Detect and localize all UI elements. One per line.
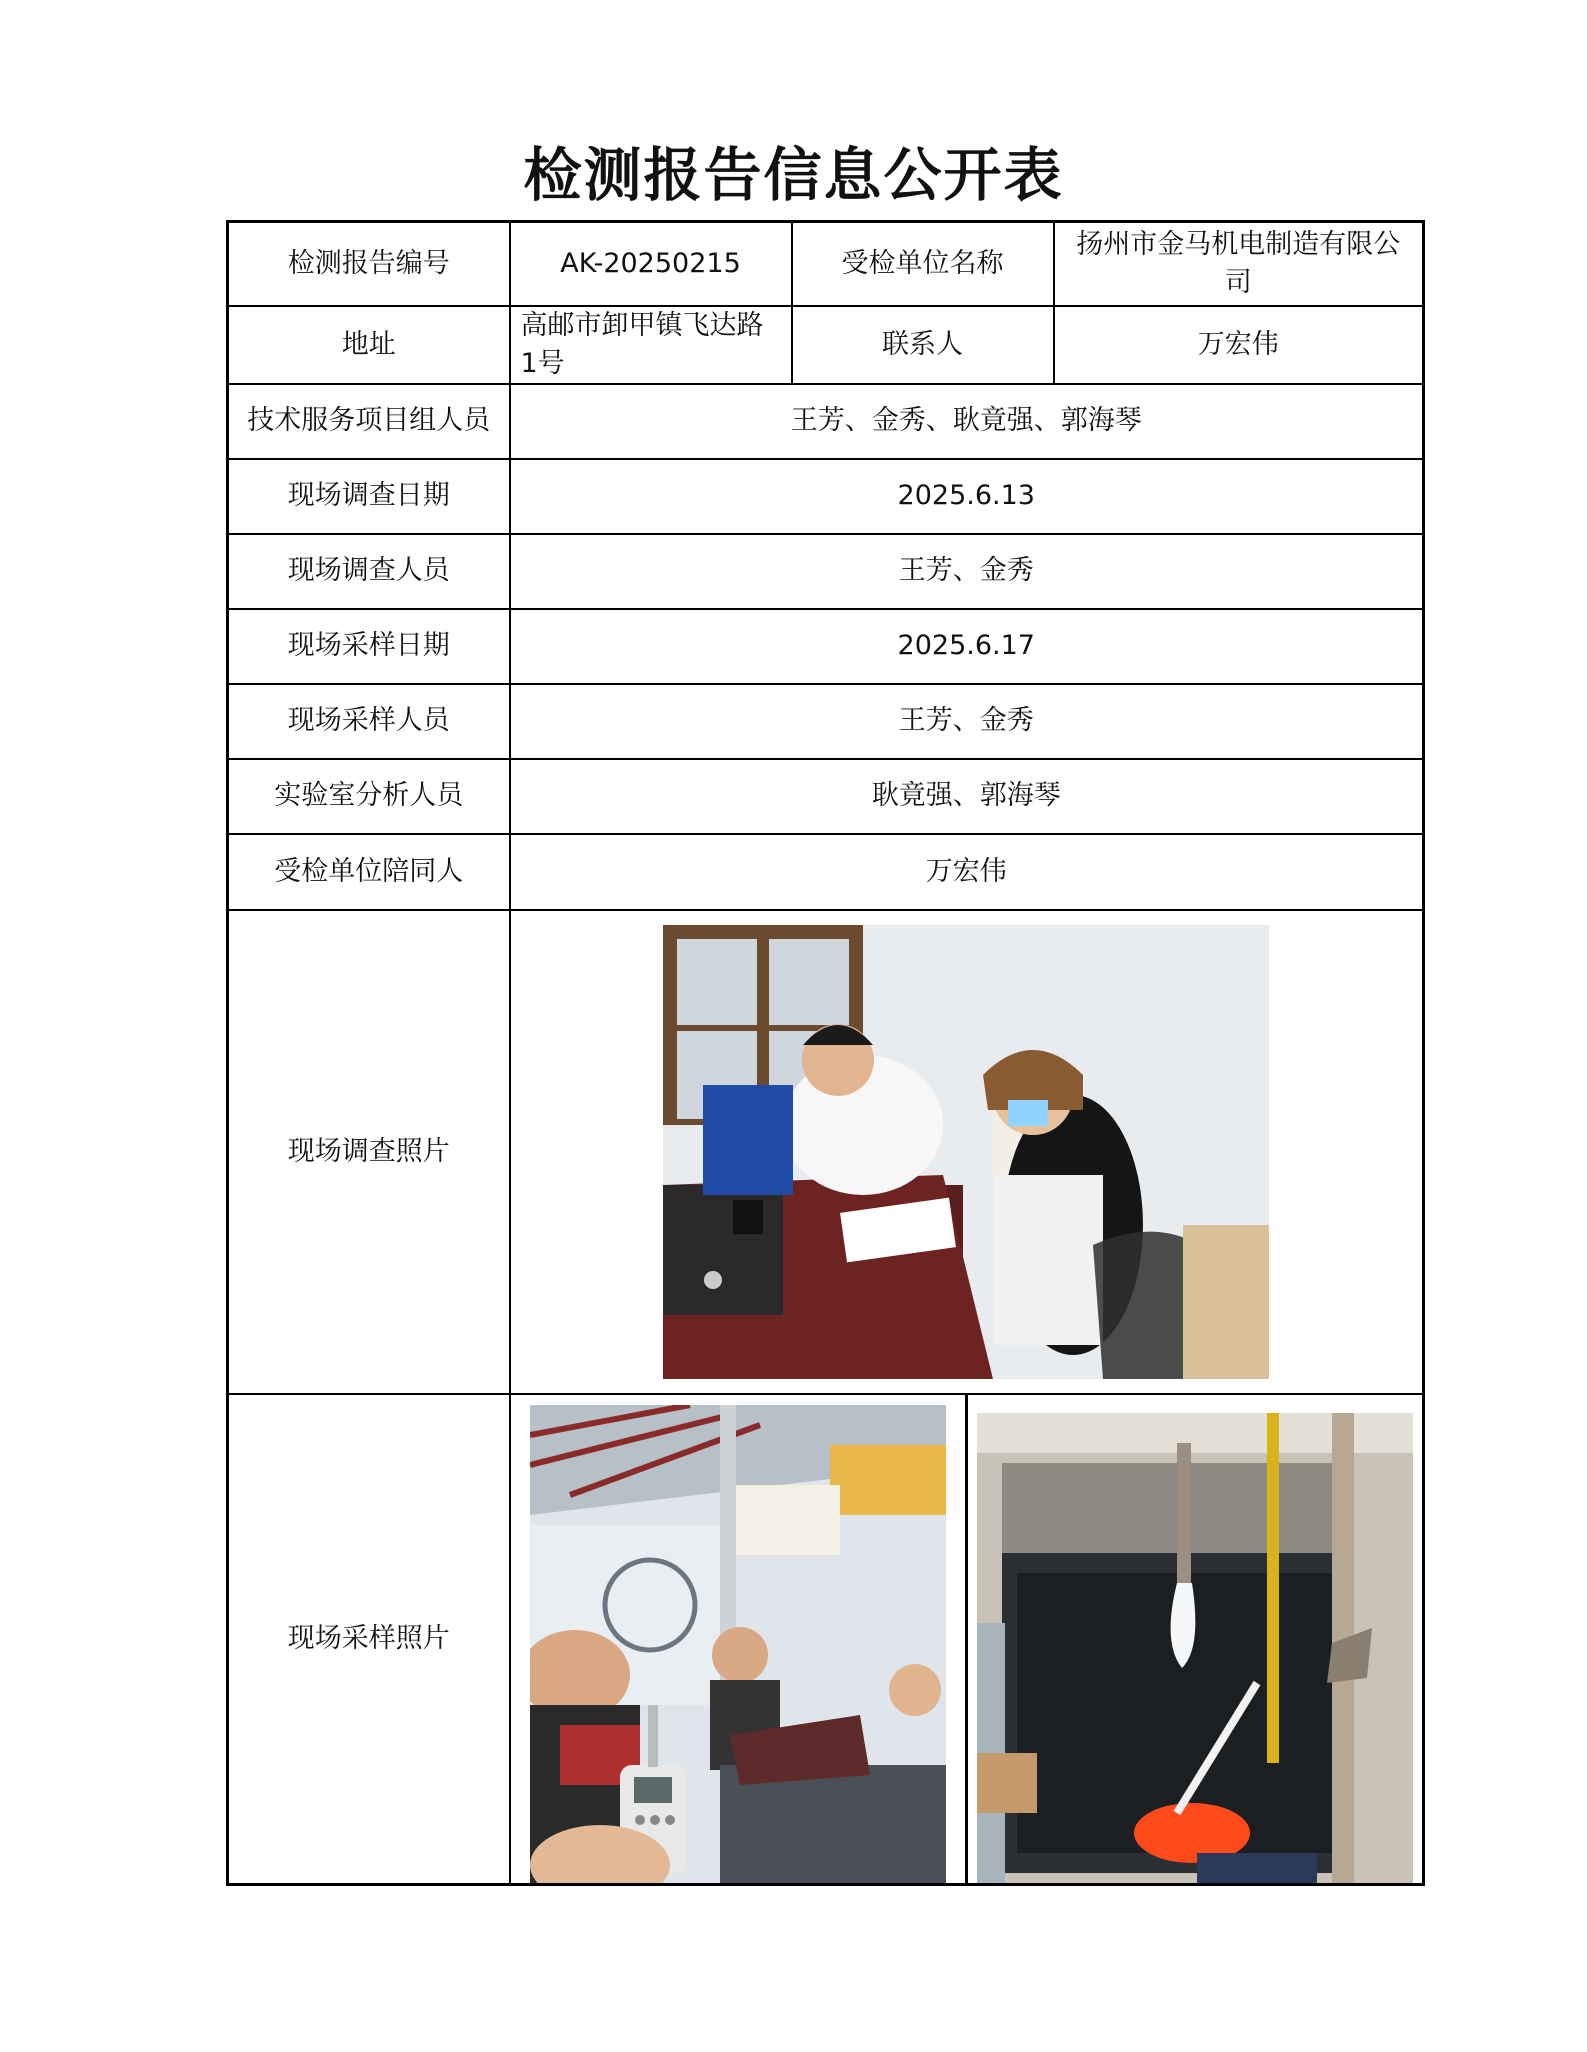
report-no-value: AK-20250215 (510, 222, 792, 306)
survey-date-value: 2025.6.13 (510, 459, 1424, 534)
survey-staff-label: 现场调查人员 (228, 534, 510, 609)
unit-label: 受检单位名称 (792, 222, 1054, 306)
address-label: 地址 (228, 306, 510, 384)
sampling-photo-label: 现场采样照片 (228, 1394, 510, 1885)
contact-value: 万宏伟 (1054, 306, 1424, 384)
table-row (228, 1394, 1424, 1885)
page-title: 检测报告信息公开表 (523, 141, 1064, 209)
lab-staff-value: 耿竟强、郭海琴 (510, 759, 1424, 834)
survey-date-label: 现场调查日期 (228, 459, 510, 534)
table-row (228, 306, 1424, 384)
lab-staff-label: 实验室分析人员 (228, 759, 510, 834)
unit-value: 扬州市金马机电制造有限公司 (1054, 222, 1424, 306)
sampling-photo-pair (511, 1395, 1423, 1883)
report-no-label: 检测报告编号 (228, 222, 510, 306)
team-value: 王芳、金秀、耿竟强、郭海琴 (510, 384, 1424, 459)
team-label: 技术服务项目组人员 (228, 384, 510, 459)
table-row (228, 459, 1424, 534)
escort-label: 受检单位陪同人 (228, 834, 510, 910)
contact-label: 联系人 (792, 306, 1054, 384)
table-row (228, 834, 1424, 910)
table-row (228, 684, 1424, 759)
sampling-staff-value: 王芳、金秀 (510, 684, 1424, 759)
survey-photo-label: 现场调查照片 (228, 910, 510, 1394)
sampling-photo-workshop (530, 1405, 946, 1885)
survey-photo-cell (510, 910, 1424, 1394)
sampling-photo-booth (977, 1413, 1413, 1885)
sampling-date-value: 2025.6.17 (510, 609, 1424, 684)
survey-photo (663, 925, 1269, 1379)
table-row (228, 609, 1424, 684)
info-table (226, 220, 1425, 1886)
sampling-date-label: 现场采样日期 (228, 609, 510, 684)
table-row (228, 910, 1424, 1394)
escort-value: 万宏伟 (510, 834, 1424, 910)
table-row (228, 384, 1424, 459)
sampling-staff-label: 现场采样人员 (228, 684, 510, 759)
sampling-photo-cell (510, 1394, 1424, 1885)
table-row (228, 222, 1424, 306)
survey-staff-value: 王芳、金秀 (510, 534, 1424, 609)
table-row (228, 759, 1424, 834)
table-row (228, 534, 1424, 609)
address-value: 高邮市卸甲镇飞达路1号 (510, 306, 792, 384)
